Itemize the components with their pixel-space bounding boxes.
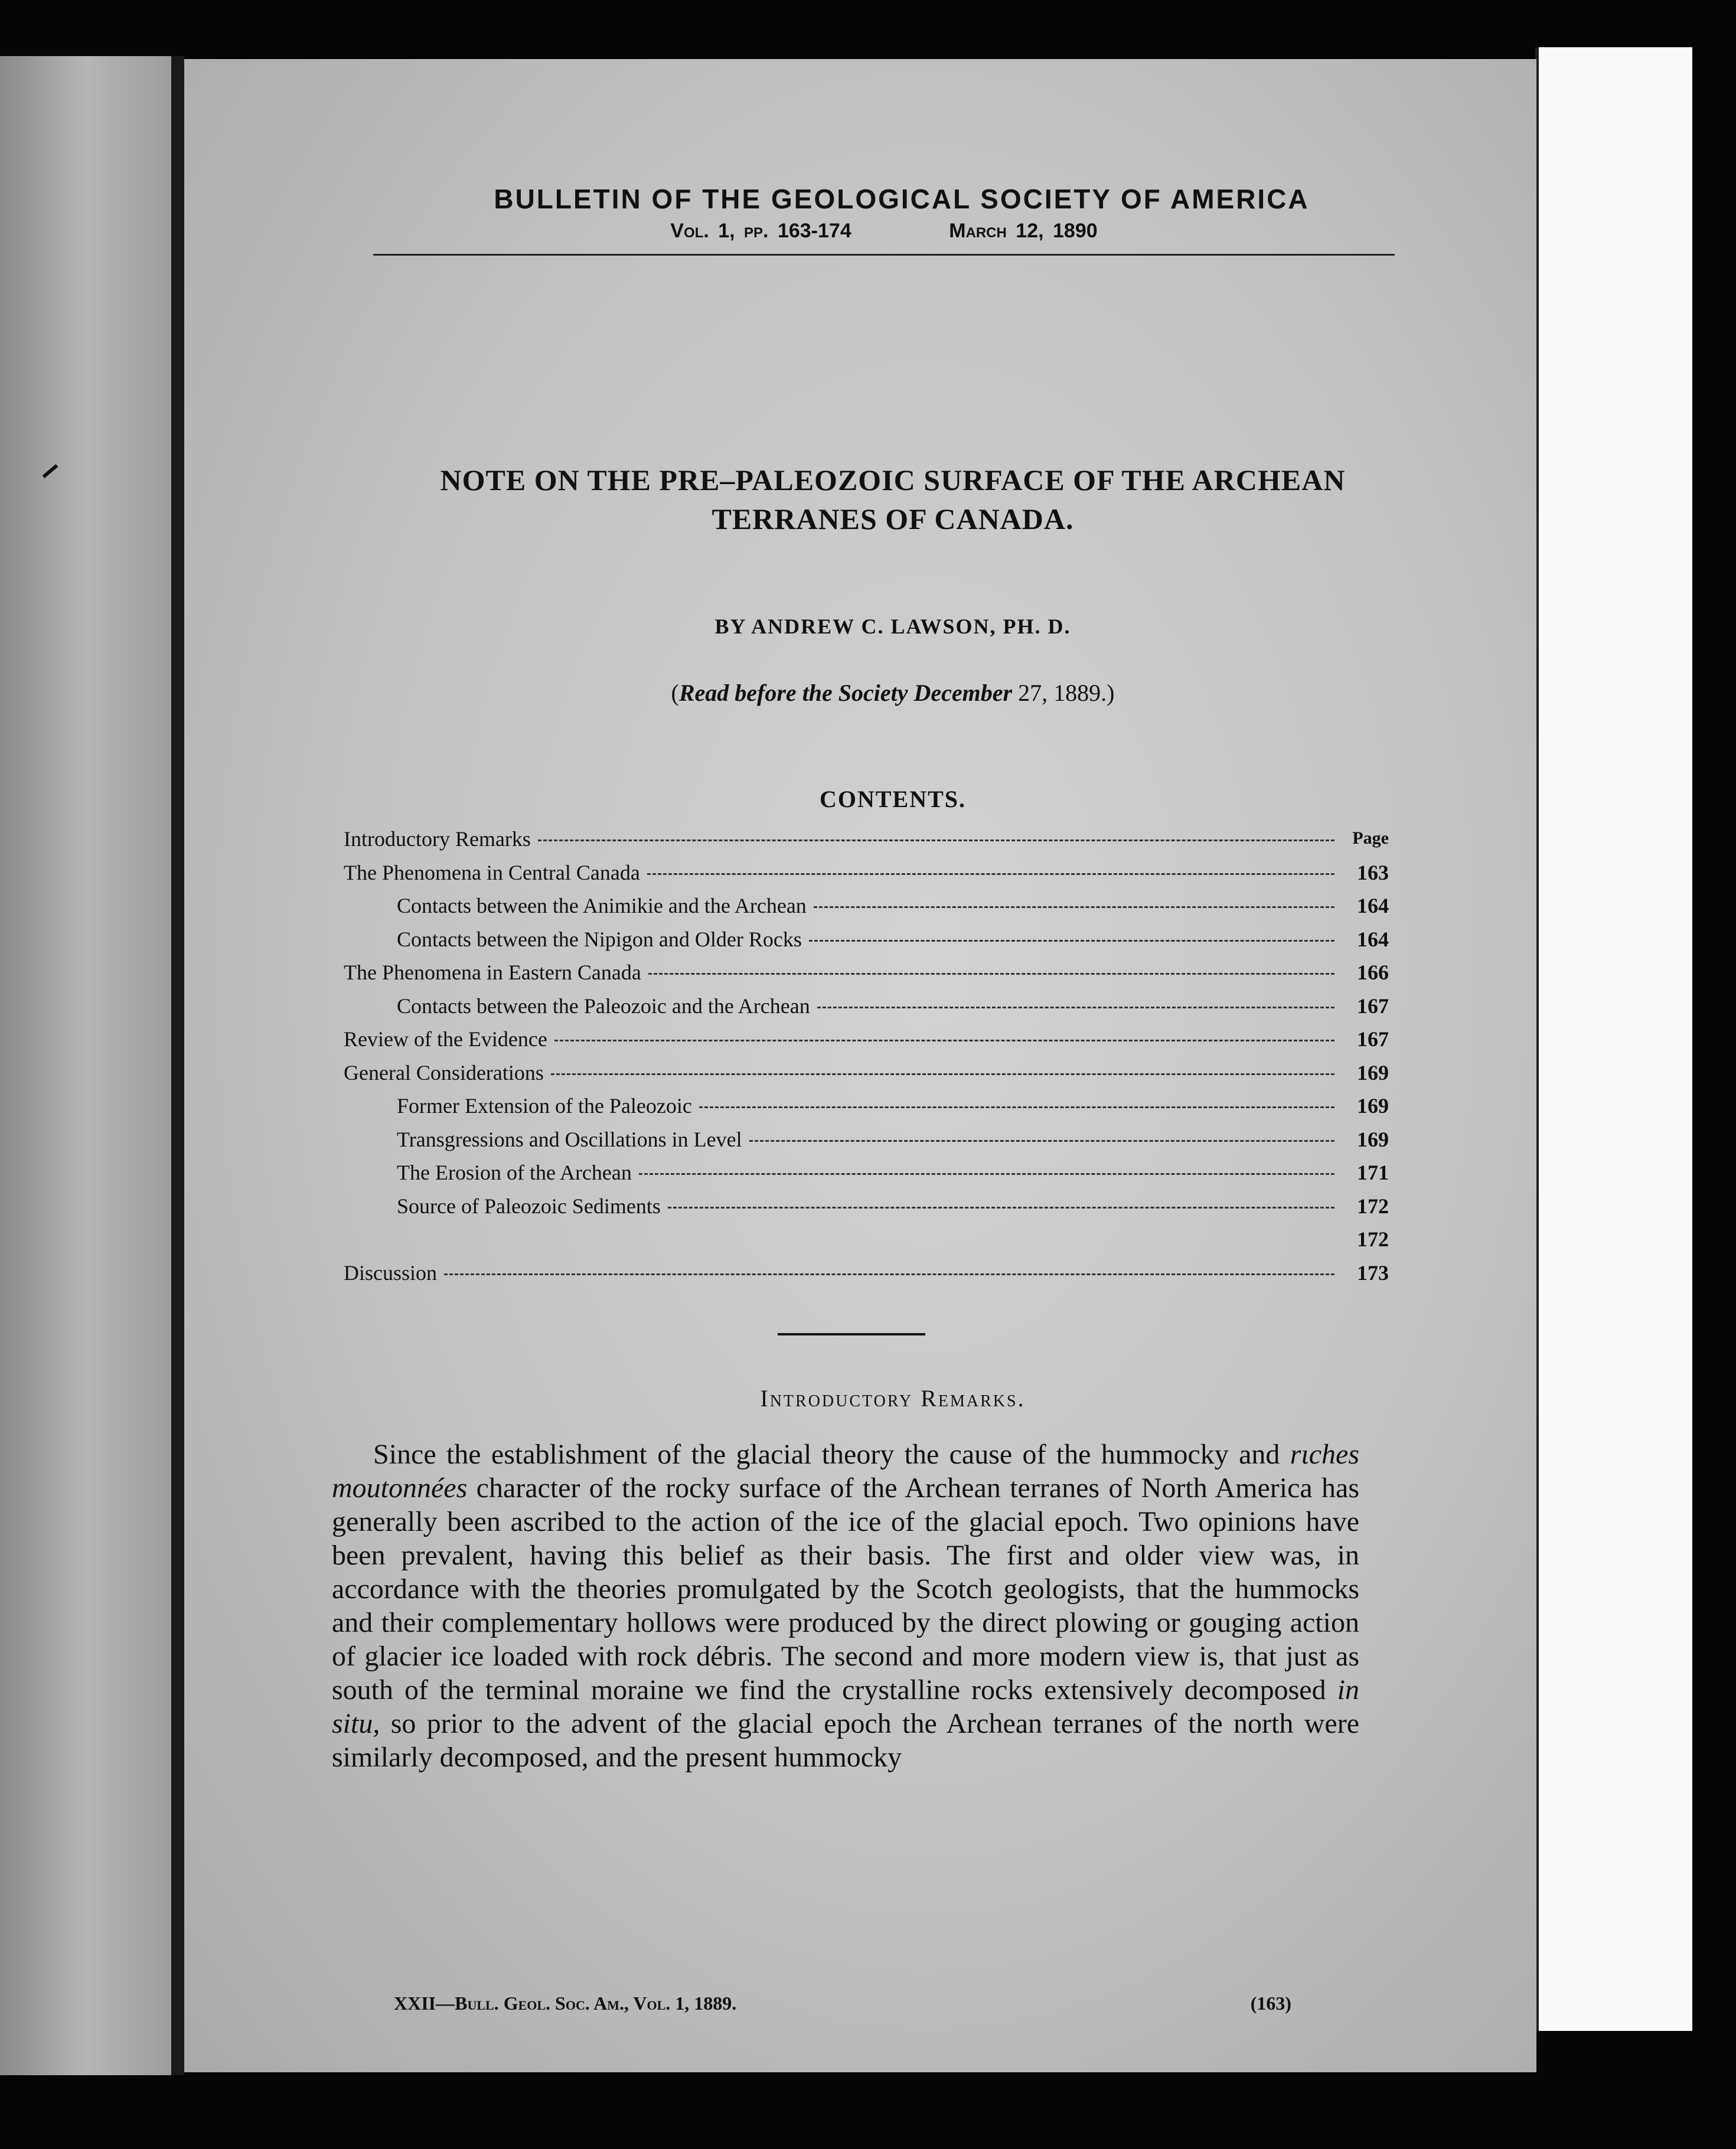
title-line-1: NOTE ON THE PRE–PALEOZOIC SURFACE OF THE ARCHEAN [440, 463, 1346, 497]
table-of-contents [344, 827, 1389, 1294]
pencil-mark [43, 464, 58, 478]
journal-title: BULLETIN OF THE GEOLOGICAL SOCIETY OF AMERICA [494, 184, 1310, 214]
journal-header [184, 183, 1536, 243]
header-rule [373, 254, 1395, 256]
read-note-date: 27, 1889.) [1012, 680, 1115, 706]
page-footer [394, 1993, 1291, 2014]
toc-entry[interactable]: The Erosion of the Archean 171 [397, 1161, 1389, 1184]
signature-mark: XXII—Bull. Geol. Soc. Am., Vol. 1, 1889. [394, 1993, 737, 2014]
toc-entry[interactable]: Discussion 173 [344, 1260, 1389, 1285]
toc-entry[interactable]: Review of the Evidence 167 [344, 1027, 1389, 1051]
toc-entry[interactable]: Source of Paleozoic Sediments 172 [397, 1194, 1389, 1218]
issue-date: March 12, 1890 [949, 220, 1098, 242]
body-text [332, 1438, 1359, 1774]
volume-info: Vol. 1, pp. 163-174 [670, 220, 851, 242]
section-heading: Introductory Remarks. [760, 1385, 1026, 1412]
author-byline: BY ANDREW C. LAWSON, PH. D. [714, 615, 1071, 638]
toc-entry[interactable]: The Phenomena in Eastern Canada 166 [344, 961, 1389, 984]
toc-entry[interactable]: Former Extension of the Paleozoic 169 [397, 1094, 1389, 1118]
contents-heading: CONTENTS. [819, 786, 967, 812]
page-number: (163) [1250, 1993, 1291, 2014]
toc-entry[interactable]: Introductory Remarks [344, 827, 1389, 860]
toc-entry[interactable]: General Considerations 169 [344, 1060, 1389, 1085]
title-line-2: TERRANES OF CANADA. [712, 502, 1074, 535]
paragraph: Since the establishment of the glacial theory the cause of the hummocky and rιches moutonnées character of the rocky surface of the Archean terranes of North America has generally been ascribed to the action of the ice of the glacial epoch. Two opinions have been prevalent, having this belief as their basis. The first and older view was, in accordance with the theories promulgated by the Scotch geologists, that the hummocks and their complementary hollows were produced by the direct plowing or gouging action of glacier ice loaded with rock débris. The second and more modern view is, that just as south of the terminal moraine we find the crystalline rocks extensively decomposed in situ, so prior to the advent of the glacial epoch the Archean terranes of the north were similarly decomposed, and the present hummocky [332, 1439, 1359, 1773]
toc-entry[interactable]: Contacts between the Nipigon and Older Rocks 164 [397, 927, 1389, 951]
toc-entry[interactable]: The Phenomena in Central Canada 163 [344, 860, 1389, 884]
toc-entry[interactable]: Transgressions and Oscillations in Level 169 [397, 1127, 1389, 1151]
read-note: (Read before the Society December 27, 1889.) [671, 680, 1115, 706]
book-gutter [171, 56, 184, 2075]
issue-line [231, 220, 1536, 243]
toc-page-column-label: Page [1352, 828, 1389, 848]
toc-entry[interactable]: Contacts between the Animikie and the Archean 164 [397, 894, 1389, 917]
article-title [361, 460, 1424, 538]
toc-entry[interactable]: Contacts between the Paleozoic and the Archean 167 [397, 994, 1389, 1018]
read-note-text: Read before the Society December [678, 680, 1013, 706]
section-divider [778, 1333, 925, 1335]
facing-page-edge [0, 56, 171, 2075]
document-page [184, 59, 1536, 2072]
toc-entry: 172 [1357, 1227, 1389, 1251]
underlying-page [1535, 47, 1692, 2031]
